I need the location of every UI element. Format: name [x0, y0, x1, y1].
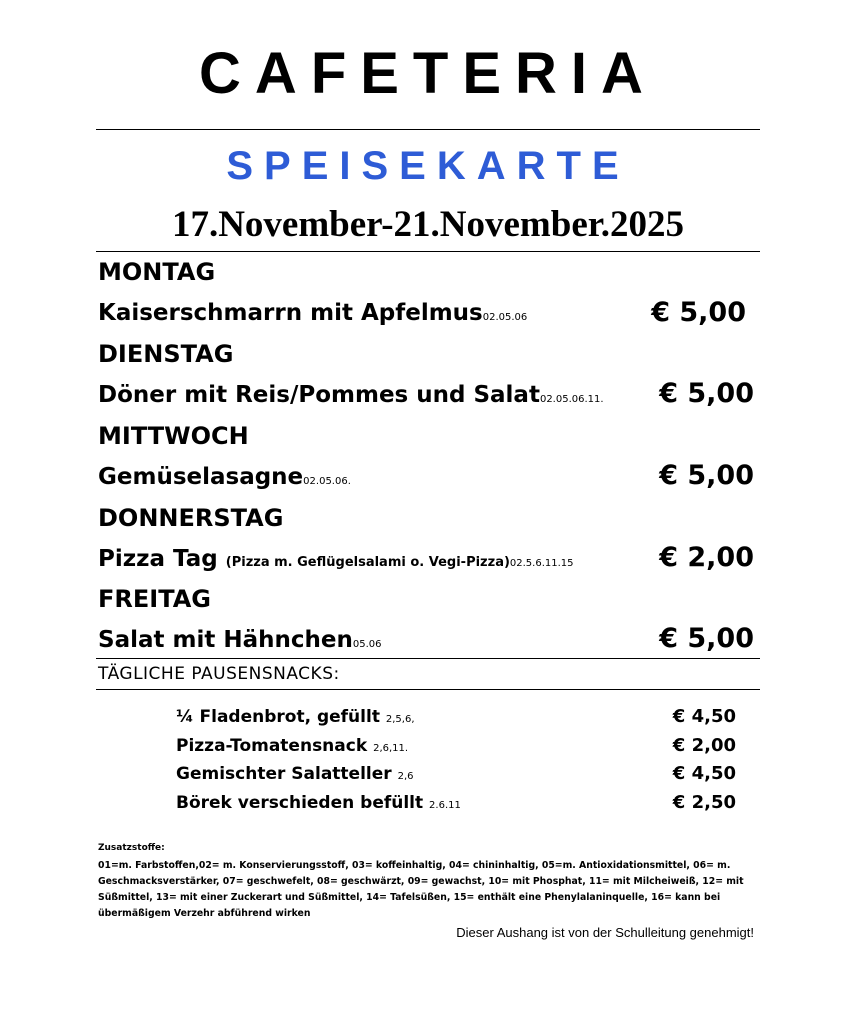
date-divider — [96, 251, 760, 252]
snack-name: ¼ Fladenbrot, gefüllt — [176, 707, 380, 727]
snack-item — [176, 734, 408, 761]
price-friday: € 5,00 — [659, 623, 754, 654]
dish-monday — [98, 298, 527, 333]
price-monday: € 5,00 — [651, 297, 746, 328]
snack-price: € 4,50 — [672, 763, 736, 784]
dish-additives: 02.05.06. — [303, 476, 351, 487]
day-heading-wednesday: MITTWOCH — [98, 422, 249, 450]
dish-additives: 02.5.6.11.15 — [509, 558, 574, 569]
snack-price: € 4,50 — [672, 706, 736, 727]
dish-tuesday — [98, 380, 604, 415]
price-wednesday: € 5,00 — [659, 460, 754, 491]
snack-item — [176, 762, 413, 789]
dish-additives: 05.06 — [352, 639, 382, 650]
day-heading-thursday: DONNERSTAG — [98, 504, 284, 532]
dish-name: Gemüselasagne — [98, 464, 304, 490]
snack-additives: 2,5,6, — [385, 714, 415, 725]
price-tuesday: € 5,00 — [659, 378, 754, 409]
title-divider — [96, 129, 760, 130]
snack-name: Börek verschieden befüllt — [176, 793, 424, 813]
snack-name: Pizza-Tomatensnack — [176, 736, 368, 756]
snack-additives: 2.6.11 — [429, 800, 461, 811]
snack-price: € 2,00 — [672, 735, 736, 756]
dish-note: (Pizza m. Geflügelsalami o. Vegi-Pizza) — [225, 555, 510, 570]
price-thursday: € 2,00 — [659, 542, 754, 573]
page-title: CAFETERIA — [199, 41, 657, 106]
dish-name: Kaiserschmarrn mit Apfelmus — [98, 300, 483, 326]
snack-additives: 2,6,11. — [373, 743, 409, 754]
dish-friday — [98, 625, 381, 660]
day-heading-tuesday: DIENSTAG — [98, 340, 234, 368]
snacks-top-divider — [96, 658, 760, 659]
day-heading-friday: FREITAG — [98, 585, 211, 613]
date-range: 17.November-21.November.2025 — [171, 204, 685, 245]
approval-note: Dieser Aushang ist von der Schulleitung genehmigt! — [456, 925, 754, 940]
snack-name: Gemischter Salatteller — [176, 764, 392, 784]
dish-thursday — [98, 544, 574, 579]
dish-name: Salat mit Hähnchen — [98, 627, 353, 653]
day-heading-monday: MONTAG — [98, 258, 216, 286]
dish-additives: 02.05.06.11. — [539, 394, 604, 405]
snack-additives: 2,6 — [397, 771, 414, 782]
dish-wednesday — [98, 462, 351, 497]
menu-subtitle: SPEISEKARTE — [226, 144, 630, 188]
dish-name: Döner mit Reis/Pommes und Salat — [98, 382, 540, 408]
snacks-bottom-divider — [96, 689, 760, 690]
dish-name: Pizza Tag — [98, 546, 226, 572]
dish-additives: 02.05.06 — [482, 312, 528, 323]
additives-title: Zusatzstoffe: — [98, 843, 165, 853]
snack-price: € 2,50 — [672, 792, 736, 813]
snack-item — [176, 791, 461, 818]
snacks-heading: TÄGLICHE PAUSENSNACKS: — [98, 664, 340, 684]
snack-item — [176, 705, 415, 732]
additives-legend: 01=m. Farbstoffen,02= m. Konservierungsstoff, 03= koffeinhaltig, 04= chininhaltig, 05=m. Antioxidationsmittel, 06= m. Geschmacksverstärker, 07= geschwefelt, 08= geschwärzt, 09= gewachst, 10= mit Phosphat, 11= mit Milcheiweiß, 12= mit Süßmittel, 13= mit einer Zuckerart und Süßmittel, 14= Tafelsüßen, 15= enthält eine Phenylalaninquelle, 16= kann bei übermäßigem Verzehr abführend wirken — [98, 860, 744, 919]
